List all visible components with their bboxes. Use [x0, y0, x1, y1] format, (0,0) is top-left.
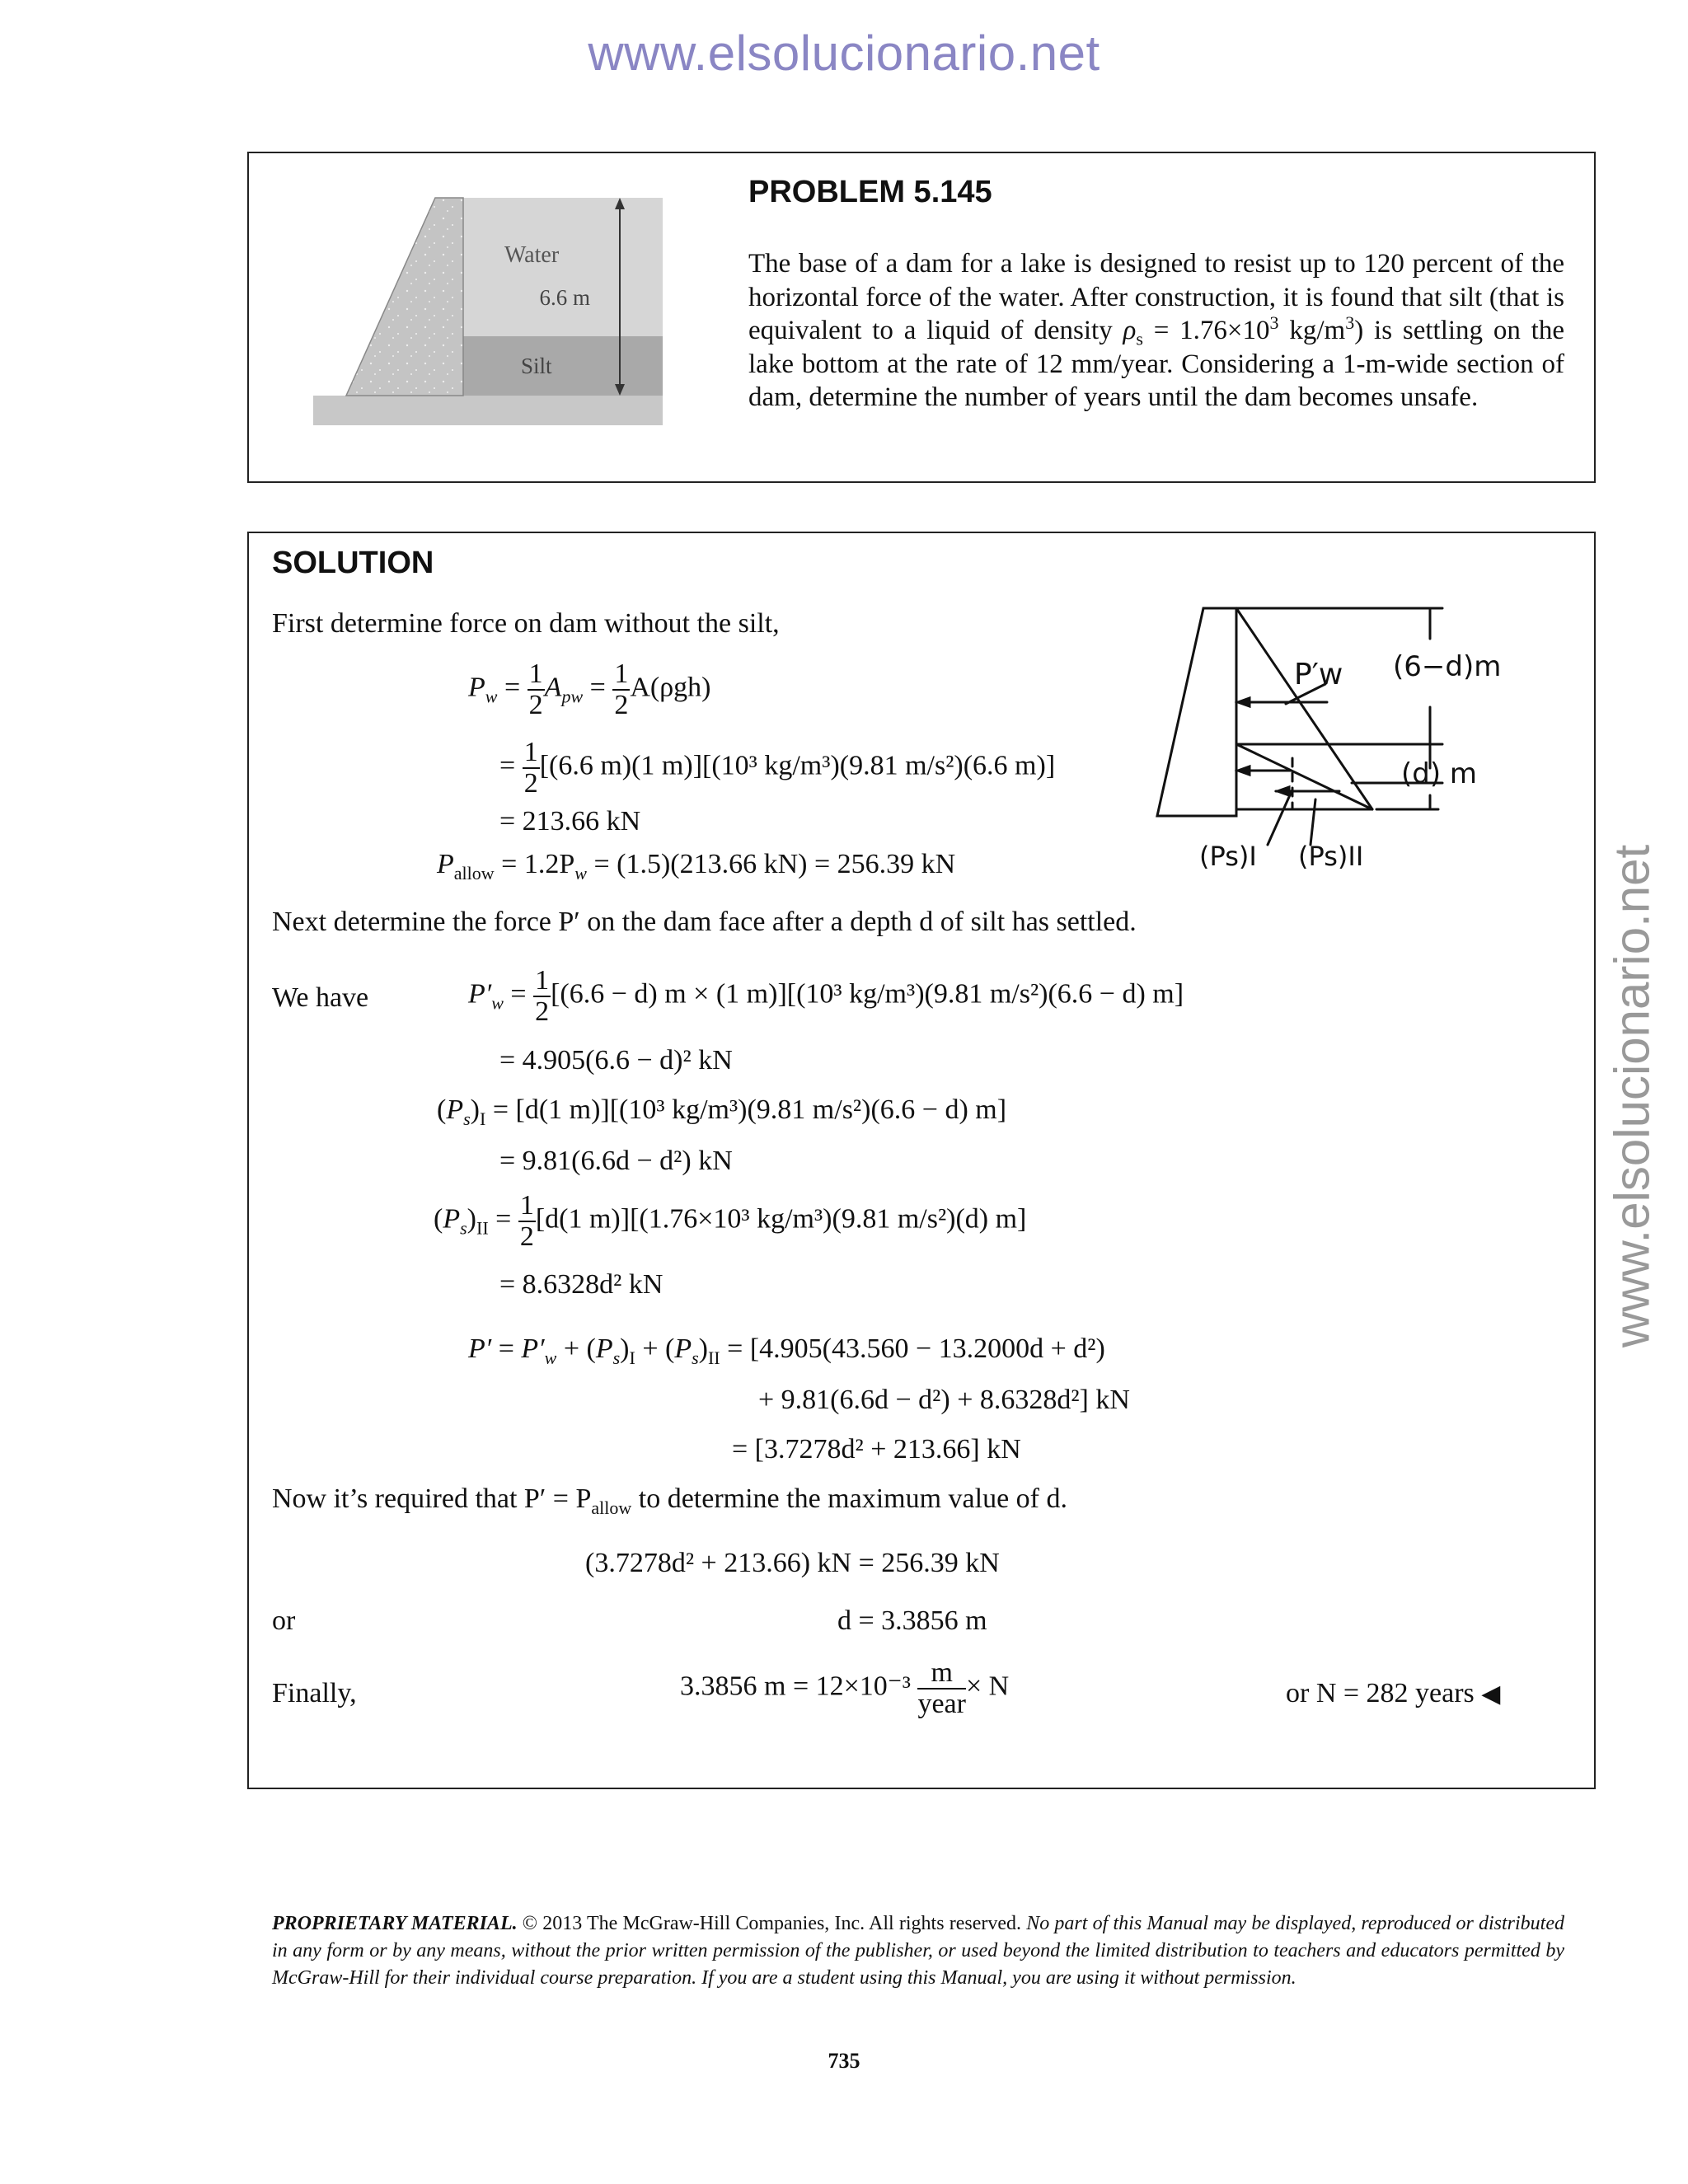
solution-title: SOLUTION — [272, 546, 434, 580]
sketch-bottom-label: (d) m — [1401, 757, 1478, 790]
dam-figure — [313, 196, 676, 427]
or-label: or — [272, 1605, 296, 1636]
equation-ps2-result: = 8.6328d² kN — [499, 1269, 663, 1300]
equation-pw: $P_w$ = $\frac{1}{2}$ $A_{pw}$ = $\frac{1}{2}$ A(ρgh) — [468, 658, 711, 720]
water-label: Water — [504, 242, 560, 268]
equation-pw-result: = 213.66 kN — [499, 806, 641, 837]
equation-d-value: d = 3.3856 m — [837, 1605, 987, 1636]
page-number: 735 — [828, 2049, 860, 2073]
sketch-ps1-label: (Ps)I — [1199, 841, 1257, 872]
water-region — [463, 198, 663, 338]
equation-pw-prime-result: = 4.905(6.6 − d)² kN — [499, 1045, 733, 1076]
equation-years: 3.3856 m = 12×10⁻³ $\frac{m}{\text{year}}$ × N — [680, 1657, 1010, 1719]
equation-max-d: (3.7278d² + 213.66) kN = 256.39 kN — [585, 1548, 1000, 1578]
watermark-top: www.elsolucionario.net — [588, 26, 1100, 81]
equation-pw-prime: $P'_w$ = $\frac{1}{2}$ [(6.6 − d) m × (1 m)][(10³ kg/m³)(9.81 m/s²)(6.6 − d) m] — [468, 965, 1184, 1027]
equation-p-prime-result: = [3.7278d² + 213.66] kN — [732, 1434, 1021, 1465]
now-text: Now it’s required that $P' = P_{allow}$ to determine the maximum value of d. — [272, 1483, 1068, 1518]
we-have-label: We have — [272, 982, 369, 1013]
silt-label: Silt — [521, 354, 552, 378]
dam-body — [346, 198, 463, 396]
equation-pw-sub: = $\frac{1}{2}$ [(6.6 m)(1 m)][(10³ kg/m³)(9.81 m/s²)(6.6 m)] — [499, 737, 1056, 799]
watermark-side-text: www.elsolucionario.net — [1604, 844, 1660, 1348]
answer: or N = 282 years ◀ — [1286, 1678, 1501, 1708]
equation-ps1-result: = 9.81(6.6d − d²) kN — [499, 1146, 733, 1176]
equation-p-prime-line2: + 9.81(6.6d − d²) + 8.6328d²] kN — [758, 1385, 1130, 1415]
height-label: 6.6 m — [539, 285, 590, 310]
silt-region — [463, 336, 663, 396]
next-text: Next determine the force P′ on the dam face after a depth d of silt has settled. — [272, 907, 1137, 937]
ground — [313, 396, 663, 425]
sketch-pw-label: P′w — [1294, 658, 1343, 691]
sketch-ps2-label: (Ps)II — [1298, 841, 1364, 872]
free-body-sketch — [1154, 593, 1502, 894]
intro-text: First determine force on dam without the silt, — [272, 608, 780, 639]
sketch-top-label: (6−d)m — [1393, 650, 1502, 683]
equation-pallow: $P_{allow} = 1.2P_w = (1.5)(213.66$ kN) = 256.39 kN — [437, 849, 956, 883]
equation-ps1: $(P_s)_I = [d(1$ m)][(10³ kg/m³)(9.81 m/s²)(6.6 − d) m] — [437, 1094, 1007, 1129]
problem-text: The base of a dam for a lake is designed to resist up to 120 percent of the horizontal force of the water. After construction, it is found that silt (that is equivalent to a liquid of density $\rho_s = 1.76\times 10^3$ $kg/m^3$) is settling on the lake bottom at the rate of 12 mm/year. Considering a 1-m-wide section of dam, determine the number of years until the dam becomes unsafe. — [748, 249, 1564, 412]
finally-label: Finally, — [272, 1678, 357, 1708]
problem-title: PROBLEM 5.145 — [748, 175, 992, 209]
equation-p-prime: $P' = P'_w + (P_s)_I + (P_s)_{II} = [4.905(43.560 - 13.2000d + d^2)$ — [468, 1333, 1105, 1368]
answer-marker: ◀ — [1481, 1680, 1501, 1708]
equation-ps2: $(P_s)_{II}$ = $\frac{1}{2}$ [d(1 m)][(1.76×10³ kg/m³)(9.81 m/s²)(d) m] — [434, 1190, 1027, 1252]
footer-notice: PROPRIETARY MATERIAL. © 2013 The McGraw-Hill Companies, Inc. All rights reserved. No part of this Manual may be displayed, reproduced or distributed in any form or by any means, without the prior written permission of the publisher, or used beyond the limited distribution to teachers and educators permitted by McGraw-Hill for their individual course preparation. If you are a student using this Manual, you are using it without permission. — [272, 1913, 1564, 1989]
